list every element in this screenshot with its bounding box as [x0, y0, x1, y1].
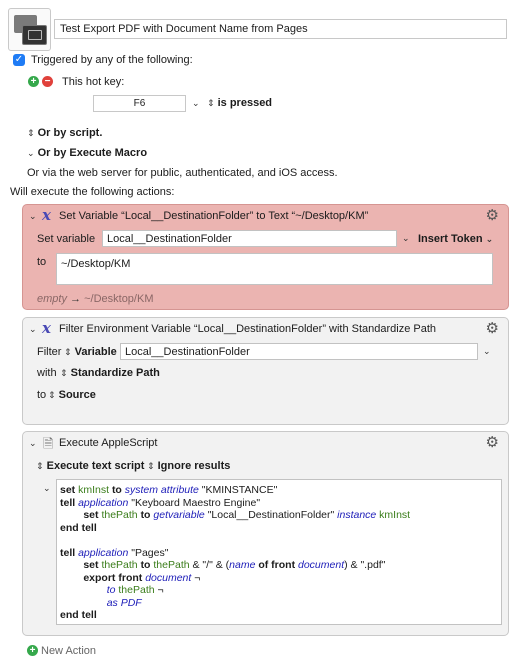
script-token: kmInst — [379, 509, 411, 521]
hotkey-condition-label: is pressed — [217, 97, 273, 109]
new-action-add-icon[interactable]: + — [27, 645, 38, 656]
updown-icon: ⇕ — [64, 347, 72, 357]
triggered-label: Triggered by any of the following: — [31, 54, 193, 66]
script-line — [60, 534, 501, 547]
execute-mode-popup[interactable] — [36, 460, 144, 472]
script-token: to — [111, 484, 125, 496]
source-type-label: Variable — [74, 346, 117, 358]
script-token — [60, 597, 107, 609]
script-token: end tell — [60, 521, 97, 534]
script-token: thePath — [153, 559, 193, 571]
script-token: "KMINSTANCE" — [201, 484, 278, 496]
script-token: of — [258, 559, 272, 571]
variable-chevron-icon[interactable]: ⌄ — [402, 233, 410, 243]
hotkey-condition-popup[interactable] — [207, 97, 272, 109]
hotkey-chevron-icon[interactable]: ⌄ — [192, 98, 200, 108]
hotkey-label: This hot key: — [62, 76, 125, 88]
updown-icon: ⇕ — [147, 461, 155, 471]
script-token: thePath — [118, 584, 158, 596]
macro-icon[interactable] — [8, 8, 51, 51]
script-token — [60, 559, 83, 571]
script-line — [60, 597, 501, 610]
hotkey-field[interactable]: F6 — [93, 95, 186, 112]
script-token: PDF — [120, 596, 142, 609]
script-token — [60, 509, 83, 521]
script-token: & "/" & ( — [192, 559, 230, 571]
new-action-button[interactable]: New Action — [41, 645, 97, 657]
variable-x-icon: x — [42, 206, 51, 224]
actions-header: Will execute the following actions: — [10, 186, 175, 198]
script-token: to — [106, 584, 119, 596]
script-token: ¬ — [194, 571, 201, 584]
preview-result: ~/Desktop/KM — [84, 293, 154, 305]
script-editor[interactable] — [56, 479, 502, 625]
script-collapse-chevron-icon[interactable]: ⌄ — [43, 483, 51, 493]
filter-variable-action[interactable] — [22, 317, 509, 425]
insert-token-label: Insert Token — [418, 233, 483, 245]
script-token: set — [83, 509, 102, 521]
variable-name-field[interactable]: Local__DestinationFolder — [102, 230, 397, 247]
triggered-checkbox[interactable]: ✓ — [14, 54, 24, 65]
preview-text — [37, 293, 153, 305]
destination-popup[interactable] — [48, 389, 96, 401]
action-title: Execute AppleScript — [59, 437, 158, 449]
script-token: instance — [337, 509, 380, 521]
script-line — [60, 584, 501, 597]
gear-icon[interactable]: ⚙ — [485, 320, 499, 337]
set-variable-action[interactable] — [22, 204, 509, 310]
script-token: document — [298, 559, 345, 571]
action-title: Set Variable “Local__DestinationFolder” to Text “~/Desktop/KM” — [59, 210, 369, 222]
source-type-popup[interactable] — [64, 346, 117, 358]
script-token: export — [83, 571, 119, 584]
or-by-execute-macro-label: Or by Execute Macro — [37, 147, 148, 159]
script-token: "Local__DestinationFolder" — [207, 509, 338, 521]
script-token: "Pages" — [131, 546, 169, 559]
updown-icon: ⇕ — [27, 128, 35, 138]
destination-label: Source — [58, 389, 96, 401]
script-token: thePath — [101, 509, 141, 521]
script-line — [60, 509, 501, 522]
to-label: to — [37, 256, 47, 268]
script-token: ) & ".pdf" — [344, 559, 386, 571]
macro-name-field[interactable]: Test Export PDF with Document Name from Pages — [54, 19, 507, 39]
script-line — [60, 609, 501, 622]
action-title: Filter Environment Variable “Local__DestinationFolder” with Standardize Path — [59, 323, 437, 335]
collapse-chevron-icon[interactable]: ⌄ — [29, 438, 37, 448]
set-variable-label: Set variable — [37, 233, 96, 245]
script-token: tell — [60, 496, 79, 509]
script-token: getvariable — [153, 509, 208, 521]
collapse-chevron-icon[interactable]: ⌄ — [29, 211, 37, 221]
results-mode-label: Ignore results — [157, 460, 231, 472]
results-mode-popup[interactable] — [147, 460, 230, 472]
filter-type-popup[interactable] — [60, 367, 160, 379]
script-token: set — [83, 559, 102, 571]
or-by-script-label: Or by script. — [37, 127, 103, 139]
script-token: to — [140, 559, 154, 571]
script-token: application — [78, 546, 132, 559]
with-label: with — [37, 367, 57, 379]
script-token: end tell — [60, 609, 97, 621]
updown-icon: ⇕ — [207, 98, 215, 108]
variable-chevron-icon[interactable]: ⌄ — [483, 346, 491, 356]
or-by-script-toggle[interactable] — [27, 127, 102, 139]
script-token: application — [78, 496, 132, 509]
script-token: kmInst — [78, 484, 112, 496]
variable-x-icon: x — [42, 319, 51, 337]
script-token: as — [106, 596, 121, 609]
script-token: tell — [60, 546, 79, 559]
text-value-field[interactable]: ~/Desktop/KM — [56, 253, 493, 285]
script-line — [60, 484, 501, 497]
filter-variable-field[interactable]: Local__DestinationFolder — [120, 343, 478, 360]
script-line — [60, 572, 501, 585]
script-token: system attribute — [124, 484, 202, 496]
collapse-chevron-icon[interactable]: ⌄ — [29, 324, 37, 334]
chevron-down-icon: ⌄ — [27, 148, 35, 158]
or-by-execute-macro-toggle[interactable] — [27, 147, 147, 159]
script-token: thePath — [101, 559, 141, 571]
remove-trigger-icon[interactable]: − — [42, 76, 53, 87]
preview-empty: empty — [37, 293, 67, 305]
script-token: to — [140, 509, 154, 521]
chevron-down-icon: ⌄ — [485, 234, 494, 244]
script-line — [60, 522, 501, 535]
updown-icon: ⇕ — [48, 390, 56, 400]
gear-icon[interactable]: ⚙ — [485, 207, 499, 224]
updown-icon: ⇕ — [60, 368, 68, 378]
insert-token-button[interactable] — [418, 233, 493, 245]
script-token: "Keyboard Maestro Engine" — [131, 496, 261, 509]
add-trigger-icon[interactable]: + — [28, 76, 39, 87]
web-server-text: Or via the web server for public, authenticated, and iOS access. — [27, 167, 338, 179]
script-token: document — [145, 571, 195, 584]
script-line — [60, 547, 501, 560]
script-token: set — [60, 484, 79, 496]
script-token: name — [229, 559, 259, 571]
updown-icon: ⇕ — [36, 461, 44, 471]
script-line — [60, 559, 501, 572]
script-token: front — [271, 559, 298, 571]
script-line — [60, 497, 501, 510]
script-document-icon: 🗎 — [43, 436, 54, 451]
script-token: front — [118, 571, 146, 584]
filter-type-label: Standardize Path — [70, 367, 160, 379]
gear-icon[interactable]: ⚙ — [485, 434, 499, 451]
script-token — [60, 584, 107, 596]
script-token: ¬ — [157, 584, 164, 596]
preview-arrow: → — [70, 293, 82, 305]
window-icon-front — [22, 25, 47, 45]
execute-applescript-action[interactable] — [22, 431, 509, 636]
filter-label: Filter — [37, 346, 62, 358]
script-token — [60, 572, 83, 584]
execute-mode-label: Execute text script — [46, 460, 145, 472]
to-label: to — [37, 389, 47, 401]
